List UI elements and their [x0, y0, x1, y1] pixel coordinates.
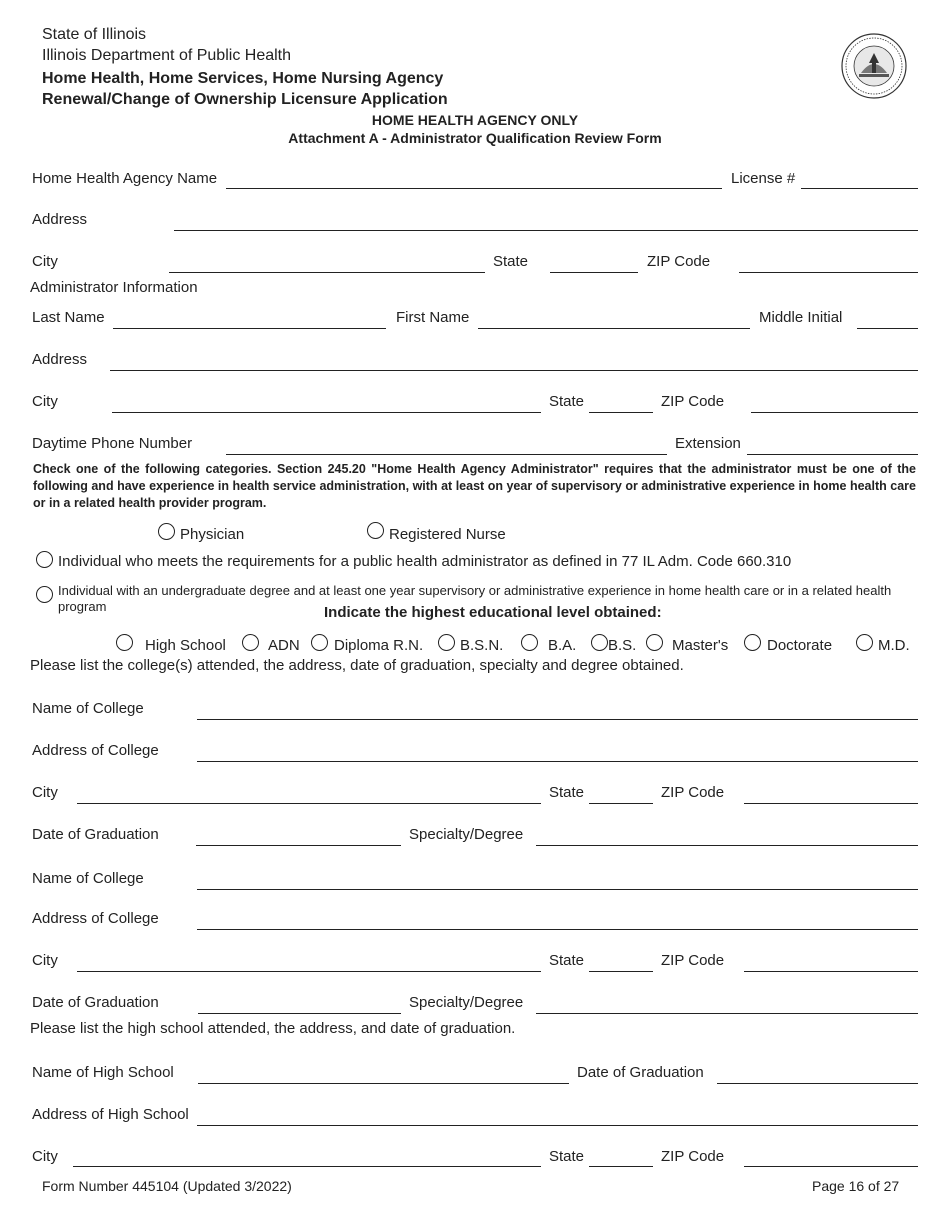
college2-specialty-field[interactable]: [536, 1013, 918, 1014]
hs-city-field[interactable]: [73, 1166, 541, 1167]
form-title-line1: Home Health, Home Services, Home Nursing Agency: [42, 70, 444, 87]
college1-specialty-field[interactable]: [536, 845, 918, 846]
high-school-label: High School: [145, 637, 226, 654]
license-label: License #: [731, 170, 796, 187]
hs-state-label: State: [549, 1148, 585, 1165]
extension-label: Extension: [675, 435, 741, 452]
public-health-admin-label: Individual who meets the requirements for a public health administrator as defined in 77 IL Adm. Code 660.310: [58, 553, 792, 570]
ba-radio[interactable]: [521, 634, 538, 651]
college1-city-label: City: [32, 784, 58, 801]
college2-city-field[interactable]: [77, 971, 541, 972]
admin-section-label: Administrator Information: [30, 279, 198, 296]
masters-radio[interactable]: [646, 634, 663, 651]
college1-state-label: State: [549, 784, 585, 801]
state-name: State of Illinois: [42, 26, 147, 43]
agency-state-field[interactable]: [550, 272, 638, 273]
college2-zip-field[interactable]: [744, 971, 918, 972]
bsn-radio[interactable]: [438, 634, 455, 651]
college1-name-field[interactable]: [197, 719, 918, 720]
undergrad-degree-radio[interactable]: [36, 586, 53, 603]
agency-zip-label: ZIP Code: [647, 253, 711, 270]
bsn-label: B.S.N.: [460, 637, 504, 654]
college1-graduation-label: Date of Graduation: [32, 826, 159, 843]
college1-city-field[interactable]: [77, 803, 541, 804]
admin-state-field[interactable]: [589, 412, 653, 413]
extension-field[interactable]: [747, 454, 918, 455]
admin-zip-label: ZIP Code: [661, 393, 725, 410]
first-name-field[interactable]: [478, 328, 750, 329]
last-name-label: Last Name: [32, 309, 105, 326]
college2-specialty-label: Specialty/Degree: [409, 994, 524, 1011]
hs-name-label: Name of High School: [32, 1064, 174, 1081]
agency-city-label: City: [32, 253, 58, 270]
registered-nurse-label: Registered Nurse: [389, 526, 506, 543]
admin-address-field[interactable]: [110, 370, 918, 371]
college1-zip-label: ZIP Code: [661, 784, 725, 801]
adn-radio[interactable]: [242, 634, 259, 651]
adn-label: ADN: [268, 637, 300, 654]
admin-city-label: City: [32, 393, 58, 410]
form-title-line2: Renewal/Change of Ownership Licensure Application: [42, 91, 448, 108]
college1-graduation-field[interactable]: [196, 845, 401, 846]
agency-name-field[interactable]: [226, 188, 722, 189]
md-label: M.D.: [878, 637, 910, 654]
college2-name-field[interactable]: [197, 889, 918, 890]
agency-name-label: Home Health Agency Name: [32, 170, 218, 187]
college-instructions: Please list the college(s) attended, the address, date of graduation, specialty and degree obtained.: [30, 657, 684, 674]
md-radio[interactable]: [856, 634, 873, 651]
bs-label: B.S.: [608, 637, 637, 654]
college1-state-field[interactable]: [589, 803, 653, 804]
form-number: Form Number 445104 (Updated 3/2022): [42, 1178, 292, 1194]
high-school-instructions: Please list the high school attended, the address, and date of graduation.: [30, 1020, 516, 1037]
admin-zip-field[interactable]: [751, 412, 918, 413]
hs-name-field[interactable]: [198, 1083, 569, 1084]
undergrad-degree-label: Individual with an undergraduate degree and at least one year supervisory or administrative experience in home health care or in a related health program: [58, 583, 892, 614]
hs-graduation-label: Date of Graduation: [577, 1064, 704, 1081]
hs-zip-field[interactable]: [744, 1166, 918, 1167]
phone-field[interactable]: [226, 454, 667, 455]
license-field[interactable]: [801, 188, 918, 189]
college2-graduation-field[interactable]: [198, 1013, 401, 1014]
last-name-field[interactable]: [113, 328, 386, 329]
college2-state-field[interactable]: [589, 971, 653, 972]
college2-zip-label: ZIP Code: [661, 952, 725, 969]
hs-state-field[interactable]: [589, 1166, 653, 1167]
agency-address-field[interactable]: [174, 230, 918, 231]
college2-address-field[interactable]: [197, 929, 918, 930]
agency-city-field[interactable]: [169, 272, 485, 273]
masters-label: Master's: [672, 637, 729, 654]
education-heading: Indicate the highest educational level obtained:: [324, 604, 662, 621]
middle-initial-label: Middle Initial: [759, 309, 843, 326]
college2-state-label: State: [549, 952, 585, 969]
phone-label: Daytime Phone Number: [32, 435, 193, 452]
college2-city-label: City: [32, 952, 58, 969]
college1-specialty-label: Specialty/Degree: [409, 826, 524, 843]
doctorate-radio[interactable]: [744, 634, 761, 651]
admin-state-label: State: [549, 393, 585, 410]
high-school-radio[interactable]: [116, 634, 133, 651]
college1-name-label: Name of College: [32, 700, 144, 717]
diploma-rn-radio[interactable]: [311, 634, 328, 651]
hs-graduation-field[interactable]: [717, 1083, 918, 1084]
college1-zip-field[interactable]: [744, 803, 918, 804]
admin-city-field[interactable]: [112, 412, 541, 413]
first-name-label: First Name: [396, 309, 470, 326]
bs-radio[interactable]: [591, 634, 608, 651]
admin-address-label: Address: [32, 351, 88, 368]
college2-name-label: Name of College: [32, 870, 144, 887]
agency-zip-field[interactable]: [739, 272, 918, 273]
hs-zip-label: ZIP Code: [661, 1148, 725, 1165]
college2-graduation-label: Date of Graduation: [32, 994, 159, 1011]
physician-label: Physician: [180, 526, 245, 543]
hs-address-label: Address of High School: [32, 1106, 189, 1123]
registered-nurse-radio[interactable]: [367, 522, 384, 539]
form-subtitle-1: HOME HEALTH AGENCY ONLY: [371, 112, 579, 128]
doctorate-label: Doctorate: [767, 637, 833, 654]
college2-address-label: Address of College: [32, 910, 159, 927]
physician-radio[interactable]: [158, 523, 175, 540]
department-name: Illinois Department of Public Health: [42, 47, 292, 64]
agency-address-label: Address: [32, 211, 88, 228]
hs-city-label: City: [32, 1148, 58, 1165]
college1-address-label: Address of College: [32, 742, 159, 759]
agency-state-label: State: [493, 253, 529, 270]
hs-address-field[interactable]: [197, 1125, 918, 1126]
category-instructions: Check one of the following categories. Section 245.20 "Home Health Agency Administrator" requires that the administrator must be one of the following and have experience in health service administration, with at least on year of supervisory or administrative experience in home health care or in a related health provider program.: [33, 462, 916, 510]
college1-address-field[interactable]: [197, 761, 918, 762]
page-number: Page 16 of 27: [812, 1178, 900, 1194]
middle-initial-field[interactable]: [857, 328, 918, 329]
ba-label: B.A.: [548, 637, 577, 654]
state-seal-icon: [841, 33, 907, 99]
form-subtitle-2: Attachment A - Administrator Qualification Review Form: [288, 130, 662, 146]
diploma-rn-label: Diploma R.N.: [334, 637, 424, 654]
public-health-admin-radio[interactable]: [36, 551, 53, 568]
